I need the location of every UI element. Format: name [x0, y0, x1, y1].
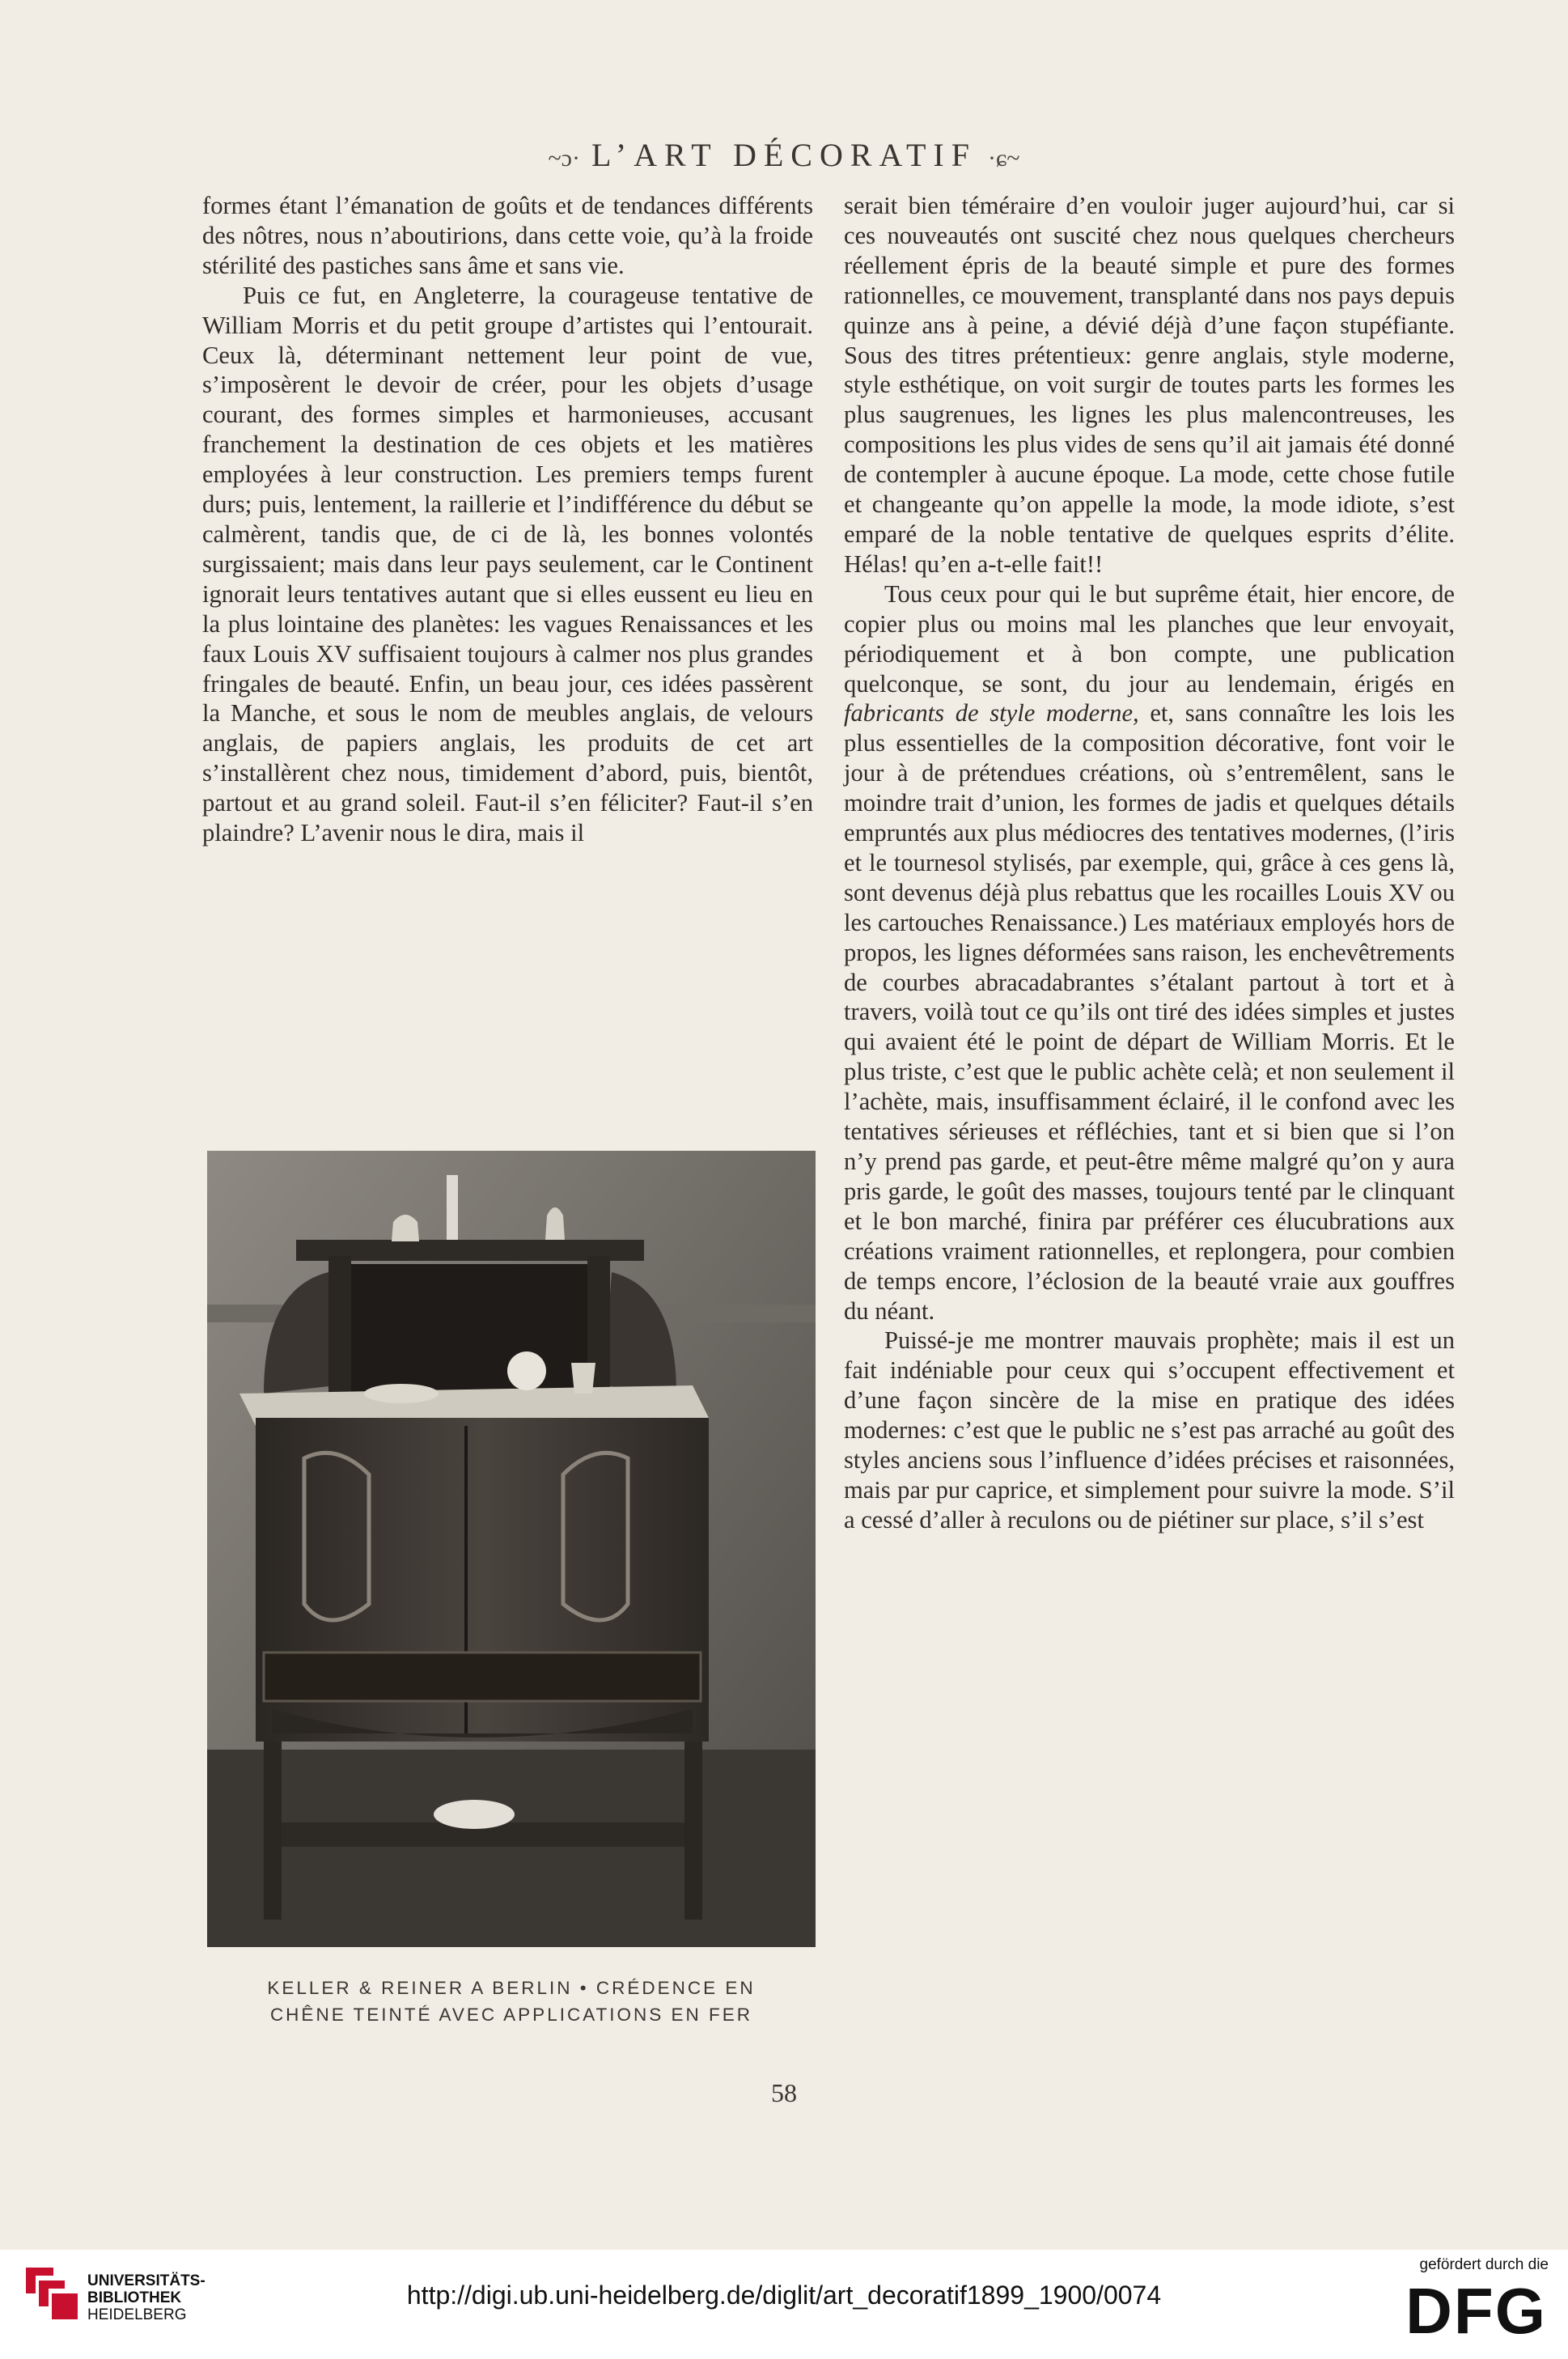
paragraph: Puis ce fut, en Angleterre, la courageuse tentative de William Morris et du petit groupe d’artistes qui l’entourait. Ceux là, déterminant nettement leur point de vue, s’imposèrent le devoir de créer, pour les objets d’usage courant, des formes simples et harmonieuses, accusant franchement la destination de ces objets et les matières employées à leur construction. Les premiers temps furent durs; puis, lentement, la raillerie et l’indifférence du début se calmèrent, tandis que, de ci de là, les bonnes volontés surgissaient; mais dans leur pays seulement, car le Continent ignorait leurs tentatives autant que si elles eussent eu lieu en la plus lointaine des planètes: les vagues Renaissances et les faux Louis XV suffisaient toujours à calmer nos plus grandes fringales de beauté. Enfin, un beau jour, ces idées passèrent la Manche, et sous le nom de meubles anglais, de velours anglais, de papiers anglais, les produits de cet art s’installèrent chez nous, timidement d’abord, puis, bientôt, partout et au grand soleil. Faut-il s’en féliciter? Faut-il s’en plaindre? L’avenir nous le dira, mais il [202, 281, 813, 847]
paragraph: Puissé-je me montrer mauvais prophète; mais il est un fait indéniable pour ceux qui s’occupent effectivement et d’une façon sincère de la mise en pratique des idées modernes: c’est que le public ne s’est pas arraché au goût des styles anciens sous l’influence d’idées précises et raisonnées, mais par pur caprice, et simplement pour suivre la mode. S’il a cessé d’aller à reculons ou de piétiner sur place, s’il s’est [844, 1326, 1455, 1534]
dfg-logo-icon: DFG [1405, 2275, 1547, 2347]
journal-title: L’ART DÉCORATIF [591, 137, 977, 173]
sideboard-illustration [207, 1151, 816, 1947]
right-column [844, 191, 1455, 1535]
italic-phrase: fabricants de style moderne, [844, 699, 1139, 728]
left-column [202, 191, 813, 848]
library-line: BIBLIOTHEK [87, 2289, 182, 2306]
paragraph [844, 579, 1455, 1326]
running-header [0, 136, 1568, 174]
caption-line: CHÊNE TEINTÉ AVEC APPLICATIONS EN FER [269, 2005, 753, 2025]
sideboard-photograph [207, 1151, 816, 1947]
right-ornament-icon: ·ɕ~ [987, 144, 1020, 172]
left-ornament-icon: ~ɔ· [548, 144, 580, 172]
figure-caption [188, 1975, 835, 2028]
paragraph-text: et, sans connaître les lois les plus essentielles de la composition décorative, font voir le jour à de prétendues créations, où s’entremêlent, sans le moindre trait d’union, les formes de jadis et quelques détails empruntés aux plus médiocres des tentatives modernes, (l’iris et le tournesol stylisés, par exemple, qui, grâce à ces gens là, sont devenus déjà plus rebattus que les rocailles Louis XV ou les cartouches Renaissance.) Les matériaux employés hors de propos, les lignes déformées sans raison, les enchevêtrements de courbes abracadabrantes s’étalant partout à tort et à travers, voilà tout ce qu’ils ont tiré des idées simples et justes qui avaient été le point de départ de William Morris. Et le plus triste, c’est que le public achète celà; et non seulement il l’achète, mais, insuffisamment éclairé, il le confond avec les tentatives sérieuses et réfléchies, tant et si bien que si l’on n’y prend pas garde, et peut-être même malgré qu’on y aura pris garde, le goût des masses, toujours tenté par le clinquant et le bon marché, finira par préférer ces élucubrations aux créations vraiment rationnelles, et replongera, pour combien de temps encore, l’éclosion de la beauté vraie aux gouffres du néant. [844, 699, 1455, 1325]
library-line: UNIVERSITÄTS- [87, 2272, 206, 2289]
paragraph: serait bien téméraire d’en vouloir juger aujourd’hui, car si ces nouveautés ont suscité chez nous quelques chercheurs réellement épris de la beauté simple et pure des formes rationnelles, ce mouvement, transplanté dans nos pays depuis quinze ans à peine, a dévié déjà d’une façon stupéfiante. Sous des titres prétentieux: genre anglais, style moderne, style esthétique, on voit surgir de toutes parts les formes les plus saugrenues, les lignes les plus malencontreuses, les compositions les plus vides de sens qu’il ait jamais été donné de contempler à aucune époque. La mode, cette chose futile et changeante qu’on appelle la mode, la mode idiote, s’est emparé de la noble tentative de quelques esprits d’élite. Hélas! qu’en a-t-elle fait!! [844, 192, 1455, 578]
caption-line: KELLER & REINER A BERLIN • CRÉDENCE EN [267, 1978, 756, 1998]
library-line: HEIDELBERG [87, 2306, 187, 2323]
paragraph-text: Tous ceux pour qui le but suprême était, hier encore, de copier plus ou moins mal les planches que leur envoyait, périodiquement et à bon compte, une publication quelconque, se sont, du jour au lendemain, érigés en [844, 579, 1455, 698]
page-number: 58 [771, 2078, 797, 2107]
sponsor-label: gefördert durch die [1419, 2256, 1549, 2273]
permalink[interactable]: http://digi.ub.uni-heidelberg.de/diglit/art_decoratif1899_1900/0074 [406, 2281, 1162, 2310]
paragraph: formes étant l’émanation de goûts et de tendances différents des nôtres, nous n’aboutirions, dans cette voie, qu’à la froide stérilité des pastiches sans âme et sans vie. [202, 192, 813, 279]
